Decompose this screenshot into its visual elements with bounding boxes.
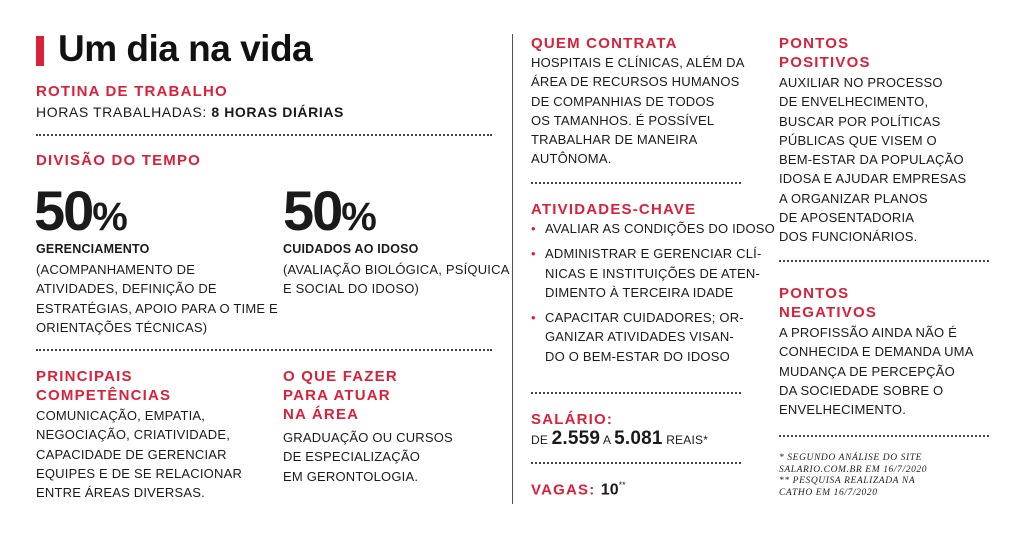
- horas-value: 8 HORAS DIÁRIAS: [211, 104, 344, 120]
- divider-positivos: [779, 260, 989, 262]
- negativos-heading: PONTOS NEGATIVOS: [779, 285, 878, 321]
- cuidados-desc: (AVALIAÇÃO BIOLÓGICA, PSÍQUICA E SOCIAL DO IDOSO): [283, 262, 510, 297]
- vagas: VAGAS: 10**: [531, 480, 626, 499]
- list-item: • AVALIAR AS CONDIÇÕES DO IDOSO: [531, 219, 775, 238]
- oque-fazer-text: GRADUAÇÃO OU CURSOS DE ESPECIALIZAÇÃO EM GERONTOLOGIA.: [283, 430, 453, 484]
- page-title: Um dia na vida: [58, 28, 313, 69]
- column-separator: [512, 34, 513, 504]
- divisao-heading: DIVISÃO DO TEMPO: [36, 152, 202, 169]
- gerenciamento-desc: (ACOMPANHAMENTO DE ATIVIDADES, DEFINIÇÃO DE ESTRATÉGIAS, APOIO PARA O TIME E ORIENTAÇÕES TÉCNICAS): [36, 262, 278, 335]
- atividades-heading: ATIVIDADES-CHAVE: [531, 201, 697, 218]
- salario-heading: SALÁRIO:: [531, 411, 614, 428]
- list-item: • CAPACITAR CUIDADORES; OR- GANIZAR ATIVIDADES VISAN- DO O BEM-ESTAR DO IDOSO: [531, 308, 775, 366]
- oque-fazer-heading: O QUE FAZER PARA ATUAR NA ÁREA: [283, 368, 398, 423]
- atividades-list: [531, 219, 775, 372]
- negativos-text: A PROFISSÃO AINDA NÃO É CONHECIDA E DEMANDA UMA MUDANÇA DE PERCEPÇÃO DA SOCIEDADE SOBRE O ENVELHECIMENTO.: [779, 325, 974, 418]
- title-accent-bar: [36, 36, 44, 66]
- list-item: • ADMINISTRAR E GERENCIAR CLÍ- NICAS E INSTITUIÇÕES DE ATEN- DIMENTO À TERCEIRA IDADE: [531, 244, 775, 302]
- salario-range: DE 2.559 A 5.081 REAIS*: [531, 428, 709, 449]
- divider-salario: [531, 462, 741, 464]
- positivos-heading: PONTOS POSITIVOS: [779, 35, 871, 71]
- rotina-heading: ROTINA DE TRABALHO: [36, 83, 228, 100]
- gerenciamento-title: GERENCIAMENTO: [36, 242, 150, 256]
- footnotes: * SEGUNDO ANÁLISE DO SITE SALARIO.COM.BR EM 16/7/2020 ** PESQUISA REALIZADA NA CATHO EM 16/7/2020: [779, 453, 928, 498]
- positivos-text: AUXILIAR NO PROCESSO DE ENVELHECIMENTO, BUSCAR POR POLÍTICAS PÚBLICAS QUE VISEM O BEM-ESTAR DA POPULAÇÃO IDOSA E AJUDAR EMPRESAS A ORGANIZAR PLANOS DE APOSENTADORIA DOS FUNCIONÁRIOS.: [779, 75, 967, 245]
- divider-atividades: [531, 392, 741, 394]
- horas-trabalhadas: [36, 103, 344, 122]
- salario-max: 5.081: [614, 428, 663, 449]
- vagas-value: 10: [600, 481, 619, 499]
- cuidados-percent: 50%: [283, 179, 375, 242]
- salario-min: 2.559: [551, 428, 601, 449]
- competencias-text: COMUNICAÇÃO, EMPATIA, NEGOCIAÇÃO, CRIATIVIDADE, CAPACIDADE DE GERENCIAR EQUIPES E DE SE RELACIONAR ENTRE ÁREAS DIVERSAS.: [36, 408, 243, 501]
- divider-rotina: [36, 134, 492, 136]
- divider-negativos: [779, 435, 989, 437]
- divider-divisao: [36, 349, 492, 351]
- competencias-heading: PRINCIPAIS COMPETÊNCIAS: [36, 368, 172, 404]
- cuidados-title: CUIDADOS AO IDOSO: [283, 242, 419, 256]
- vagas-heading: VAGAS:: [531, 481, 601, 499]
- divider-quem-contrata: [531, 182, 741, 184]
- quem-contrata-text: HOSPITAIS E CLÍNICAS, ALÉM DA ÁREA DE RECURSOS HUMANOS DE COMPANHIAS DE TODOS OS TAMANHOS. É POSSÍVEL TRABALHAR DE MANEIRA AUTÔNOMA.: [531, 55, 745, 167]
- gerenciamento-percent: 50%: [34, 179, 126, 242]
- horas-label: HORAS TRABALHADAS:: [36, 104, 212, 120]
- quem-contrata-heading: QUEM CONTRATA: [531, 35, 678, 52]
